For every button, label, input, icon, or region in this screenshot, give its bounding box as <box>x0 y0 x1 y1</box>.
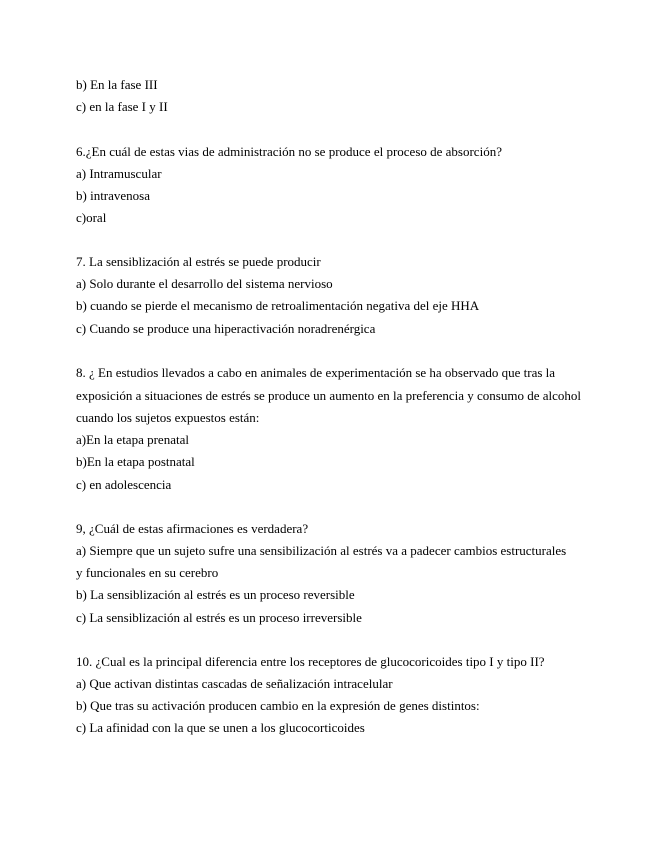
q9-option-c: c) La sensiblización al estrés es un proceso irreversible <box>76 610 362 625</box>
q10-option-a: a) Que activan distintas cascadas de señalización intracelular <box>76 676 393 691</box>
q8-question-line2: exposición a situaciones de estrés se produce un aumento en la preferencia y consumo de alcohol <box>76 388 582 403</box>
q9-question: 9, ¿Cuál de estas afirmaciones es verdadera? <box>76 521 309 536</box>
q5-option-c: c) en la fase I y II <box>76 99 168 114</box>
q8-option-c: c) en adolescencia <box>76 477 172 492</box>
q10-question: 10. ¿Cual es la principal diferencia entre los receptores de glucocoricoides tipo I y tipo II? <box>76 654 545 669</box>
q5-option-b: b) En la fase III <box>76 77 158 92</box>
q6-option-c: c)oral <box>76 210 107 225</box>
q9-option-a-line2: y funcionales en su cerebro <box>76 565 219 580</box>
q8-option-a: a)En la etapa prenatal <box>76 432 189 447</box>
q8-option-b: b)En la etapa postnatal <box>76 454 195 469</box>
q6-question: 6.¿En cuál de estas vias de administración no se produce el proceso de absorción? <box>76 144 502 159</box>
q6-option-a: a) Intramuscular <box>76 166 162 181</box>
q6-option-b: b) intravenosa <box>76 188 151 203</box>
q10-option-b: b) Que tras su activación producen cambio en la expresión de genes distintos: <box>76 698 480 713</box>
q10-option-c: c) La afinidad con la que se unen a los glucocorticoides <box>76 720 365 735</box>
q9-option-a-line1: a) Siempre que un sujeto sufre una sensibilización al estrés va a padecer cambios estructurales <box>76 543 567 558</box>
q9-option-b: b) La sensiblización al estrés es un proceso reversible <box>76 587 355 602</box>
q7-question: 7. La sensiblización al estrés se puede producir <box>76 254 321 269</box>
q7-option-b: b) cuando se pierde el mecanismo de retroalimentación negativa del eje HHA <box>76 298 480 313</box>
q8-question-line1: 8. ¿ En estudios llevados a cabo en animales de experimentación se ha observado que tras la <box>76 365 556 380</box>
q8-question-line3: cuando los sujetos expuestos están: <box>76 410 260 425</box>
q7-option-c: c) Cuando se produce una hiperactivación noradrenérgica <box>76 321 376 336</box>
q7-option-a: a) Solo durante el desarrollo del sistema nervioso <box>76 276 333 291</box>
